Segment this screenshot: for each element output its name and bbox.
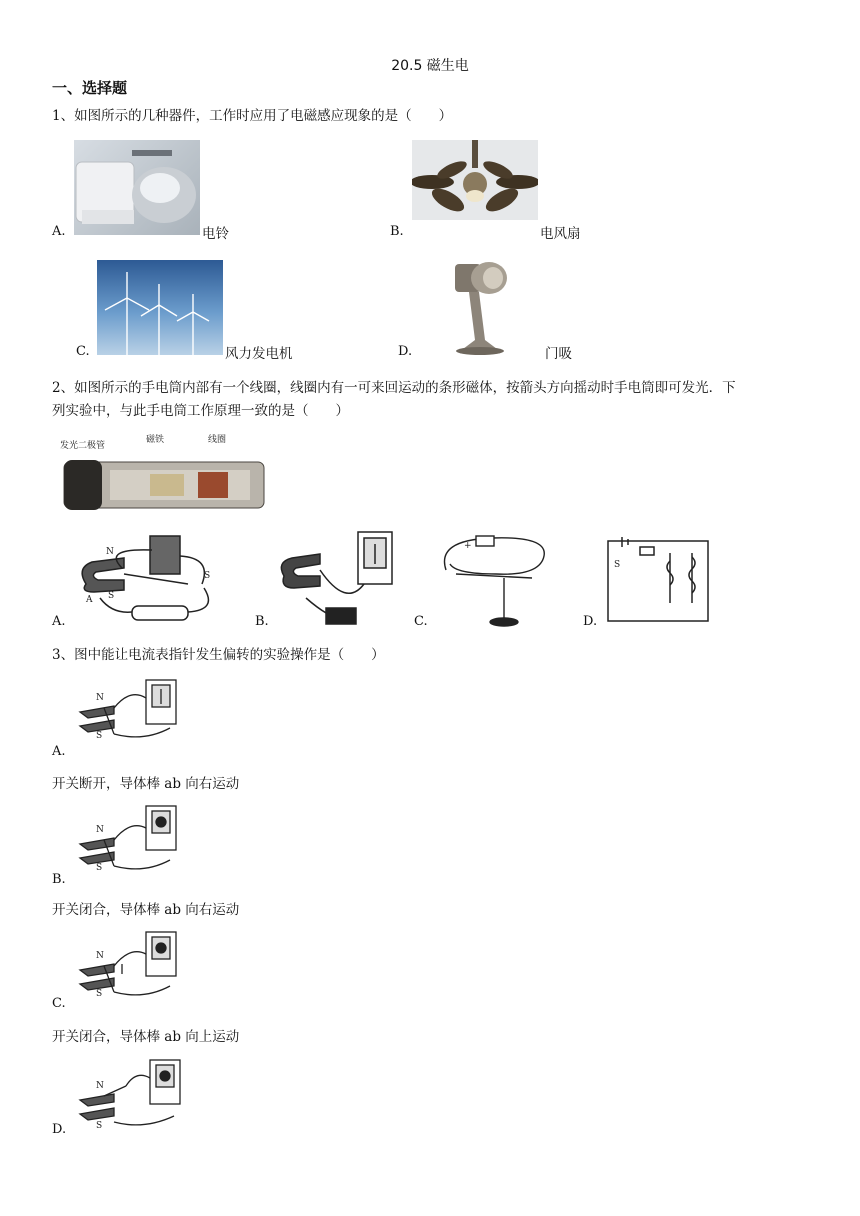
- svg-text:发光二极管: 发光二极管: [60, 441, 106, 451]
- q3-option-c-diagram: [74, 930, 184, 1002]
- q3-option-a-letter: A.: [52, 744, 66, 759]
- door-stopper-image: [445, 260, 515, 355]
- svg-text:S: S: [96, 989, 103, 999]
- q1-option-b-letter: B.: [390, 224, 404, 239]
- svg-text:S: S: [96, 731, 103, 740]
- question-2-stem-line-1: 2、如图所示的手电筒内部有一个线圈，线圈内有一可来回运动的条形磁体，按箭头方向摇动时手电筒即可发光．下: [52, 380, 736, 396]
- q2-option-c-letter: C.: [414, 614, 428, 629]
- q1-option-a-letter: A.: [52, 224, 66, 239]
- q3-option-b-caption: 开关闭合，导体棒 ab 向右运动: [52, 902, 240, 918]
- svg-text:N: N: [96, 951, 104, 961]
- q1-option-d-letter: D.: [398, 344, 413, 359]
- q3-option-a-caption: 开关断开，导体棒 ab 向右运动: [52, 776, 240, 792]
- q2-option-b-diagram: [276, 528, 396, 628]
- q1-option-a-caption: 电铃: [202, 226, 229, 242]
- q1-option-c-caption: 风力发电机: [225, 346, 293, 362]
- flashlight-image: [50, 432, 270, 514]
- q2-option-b-letter: B.: [255, 614, 269, 629]
- svg-text:S: S: [96, 863, 103, 873]
- question-3-stem: 3、图中能让电流表指针发生偏转的实验操作是（ ）: [52, 647, 385, 663]
- svg-text:N: N: [106, 547, 114, 557]
- svg-text:S: S: [204, 571, 211, 581]
- question-2-stem-line-2: 列实验中，与此手电筒工作原理一致的是（ ）: [52, 403, 349, 419]
- q2-option-c-diagram: [436, 530, 548, 628]
- question-1-stem: 1、如图所示的几种器件，工作时应用了电磁感应现象的是（ ）: [52, 108, 453, 124]
- q2-option-d-diagram: [604, 535, 714, 625]
- q3-option-d-diagram: [74, 1058, 184, 1132]
- svg-text:A: A: [86, 595, 93, 605]
- q3-option-d-letter: D.: [52, 1122, 67, 1137]
- svg-text:+: +: [464, 541, 472, 551]
- svg-text:N: N: [96, 693, 104, 703]
- q1-option-b-caption: 电风扇: [540, 226, 581, 242]
- svg-text:线圈: 线圈: [208, 435, 227, 445]
- q2-option-a-letter: A.: [52, 614, 66, 629]
- page-title: 20.5 磁生电: [391, 58, 469, 74]
- q3-option-c-letter: C.: [52, 996, 66, 1011]
- q3-option-b-letter: B.: [52, 872, 66, 887]
- svg-text:S: S: [614, 560, 621, 570]
- svg-text:S: S: [96, 1121, 103, 1131]
- q2-option-a-diagram: [72, 528, 222, 626]
- wind-turbine-image: [97, 260, 223, 355]
- svg-text:磁铁: 磁铁: [146, 435, 165, 445]
- electric-bell-image: [74, 140, 200, 235]
- svg-text:N: N: [96, 1081, 104, 1091]
- q1-option-d-caption: 门吸: [545, 346, 572, 362]
- q3-option-a-diagram: [74, 678, 184, 740]
- section-heading: 一、选择题: [52, 79, 128, 97]
- q3-option-c-caption: 开关闭合，导体棒 ab 向上运动: [52, 1029, 240, 1045]
- svg-text:S: S: [108, 591, 115, 601]
- q3-option-b-diagram: [74, 804, 184, 876]
- ceiling-fan-image: [412, 140, 538, 220]
- q2-option-d-letter: D.: [583, 614, 598, 629]
- q1-option-c-letter: C.: [76, 344, 90, 359]
- svg-text:N: N: [96, 825, 104, 835]
